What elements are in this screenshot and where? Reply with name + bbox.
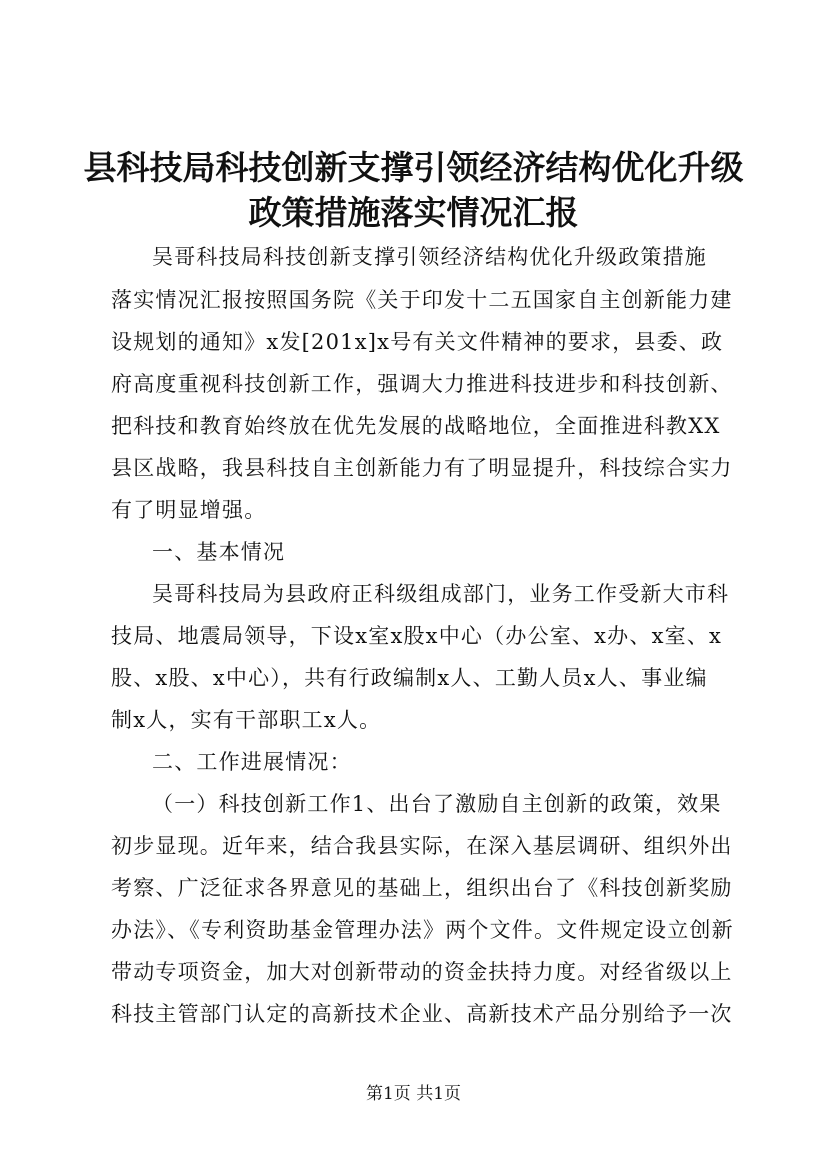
paragraph-line: 县区战略，我县科技自主创新能力有了明显提升，科技综合实力 [111, 456, 733, 480]
paragraph-line: 办法》、《专利资助基金管理办法》两个文件。文件规定设立创新 [111, 918, 734, 942]
paragraph-line: 吴哥科技局科技创新支撑引领经济结构优化升级政策措施 [152, 245, 707, 269]
paragraph-line: 初步显现。近年来，结合我县实际，在深入基层调研、组织外出 [111, 834, 733, 858]
section-heading: 二、工作进展情况： [152, 750, 352, 774]
paragraph-line: 科技主管部门认定的高新技术企业、高新技术产品分别给予一次 [111, 1002, 733, 1026]
paragraph-line: 制x人，实有干部职工x人。 [111, 708, 382, 732]
paragraph-line: 吴哥科技局为县政府正科级组成部门，业务工作受新大市科 [152, 582, 730, 606]
document-title-line-1: 县科技局科技创新支撑引领经济结构优化升级 [83, 148, 744, 187]
section-heading: 一、基本情况 [152, 540, 286, 564]
paragraph-line: 设规划的通知》x发[201x]x号有关文件精神的要求，县委、政 [111, 330, 724, 354]
paragraph-line: 府高度重视科技创新工作，强调大力推进科技进步和科技创新、 [111, 372, 733, 396]
paragraph-line: 考察、广泛征求各界意见的基础上，组织出台了《科技创新奖励 [111, 876, 733, 900]
page-number-footer: 第1页 共1页 [365, 1084, 462, 1104]
paragraph-line: 落实情况汇报按照国务院《关于印发十二五国家自主创新能力建 [111, 288, 733, 312]
paragraph-line: （一）科技创新工作1、出台了激励自主创新的政策，效果 [152, 792, 722, 816]
paragraph-line: 股、x股、x中心），共有行政编制x人、工勤人员x人、事业编 [111, 666, 708, 690]
paragraph-line: 有了明显增强。 [111, 498, 267, 522]
paragraph-line: 把科技和教育始终放在优先发展的战略地位，全面推进科教XX [111, 414, 721, 438]
document-title-line-2: 政策措施落实情况汇报 [248, 193, 579, 232]
paragraph-line: 带动专项资金，加大对创新带动的资金扶持力度。对经省级以上 [111, 960, 733, 984]
paragraph-line: 技局、地震局领导，下设x室x股x中心（办公室、x办、x室、x [111, 624, 723, 648]
